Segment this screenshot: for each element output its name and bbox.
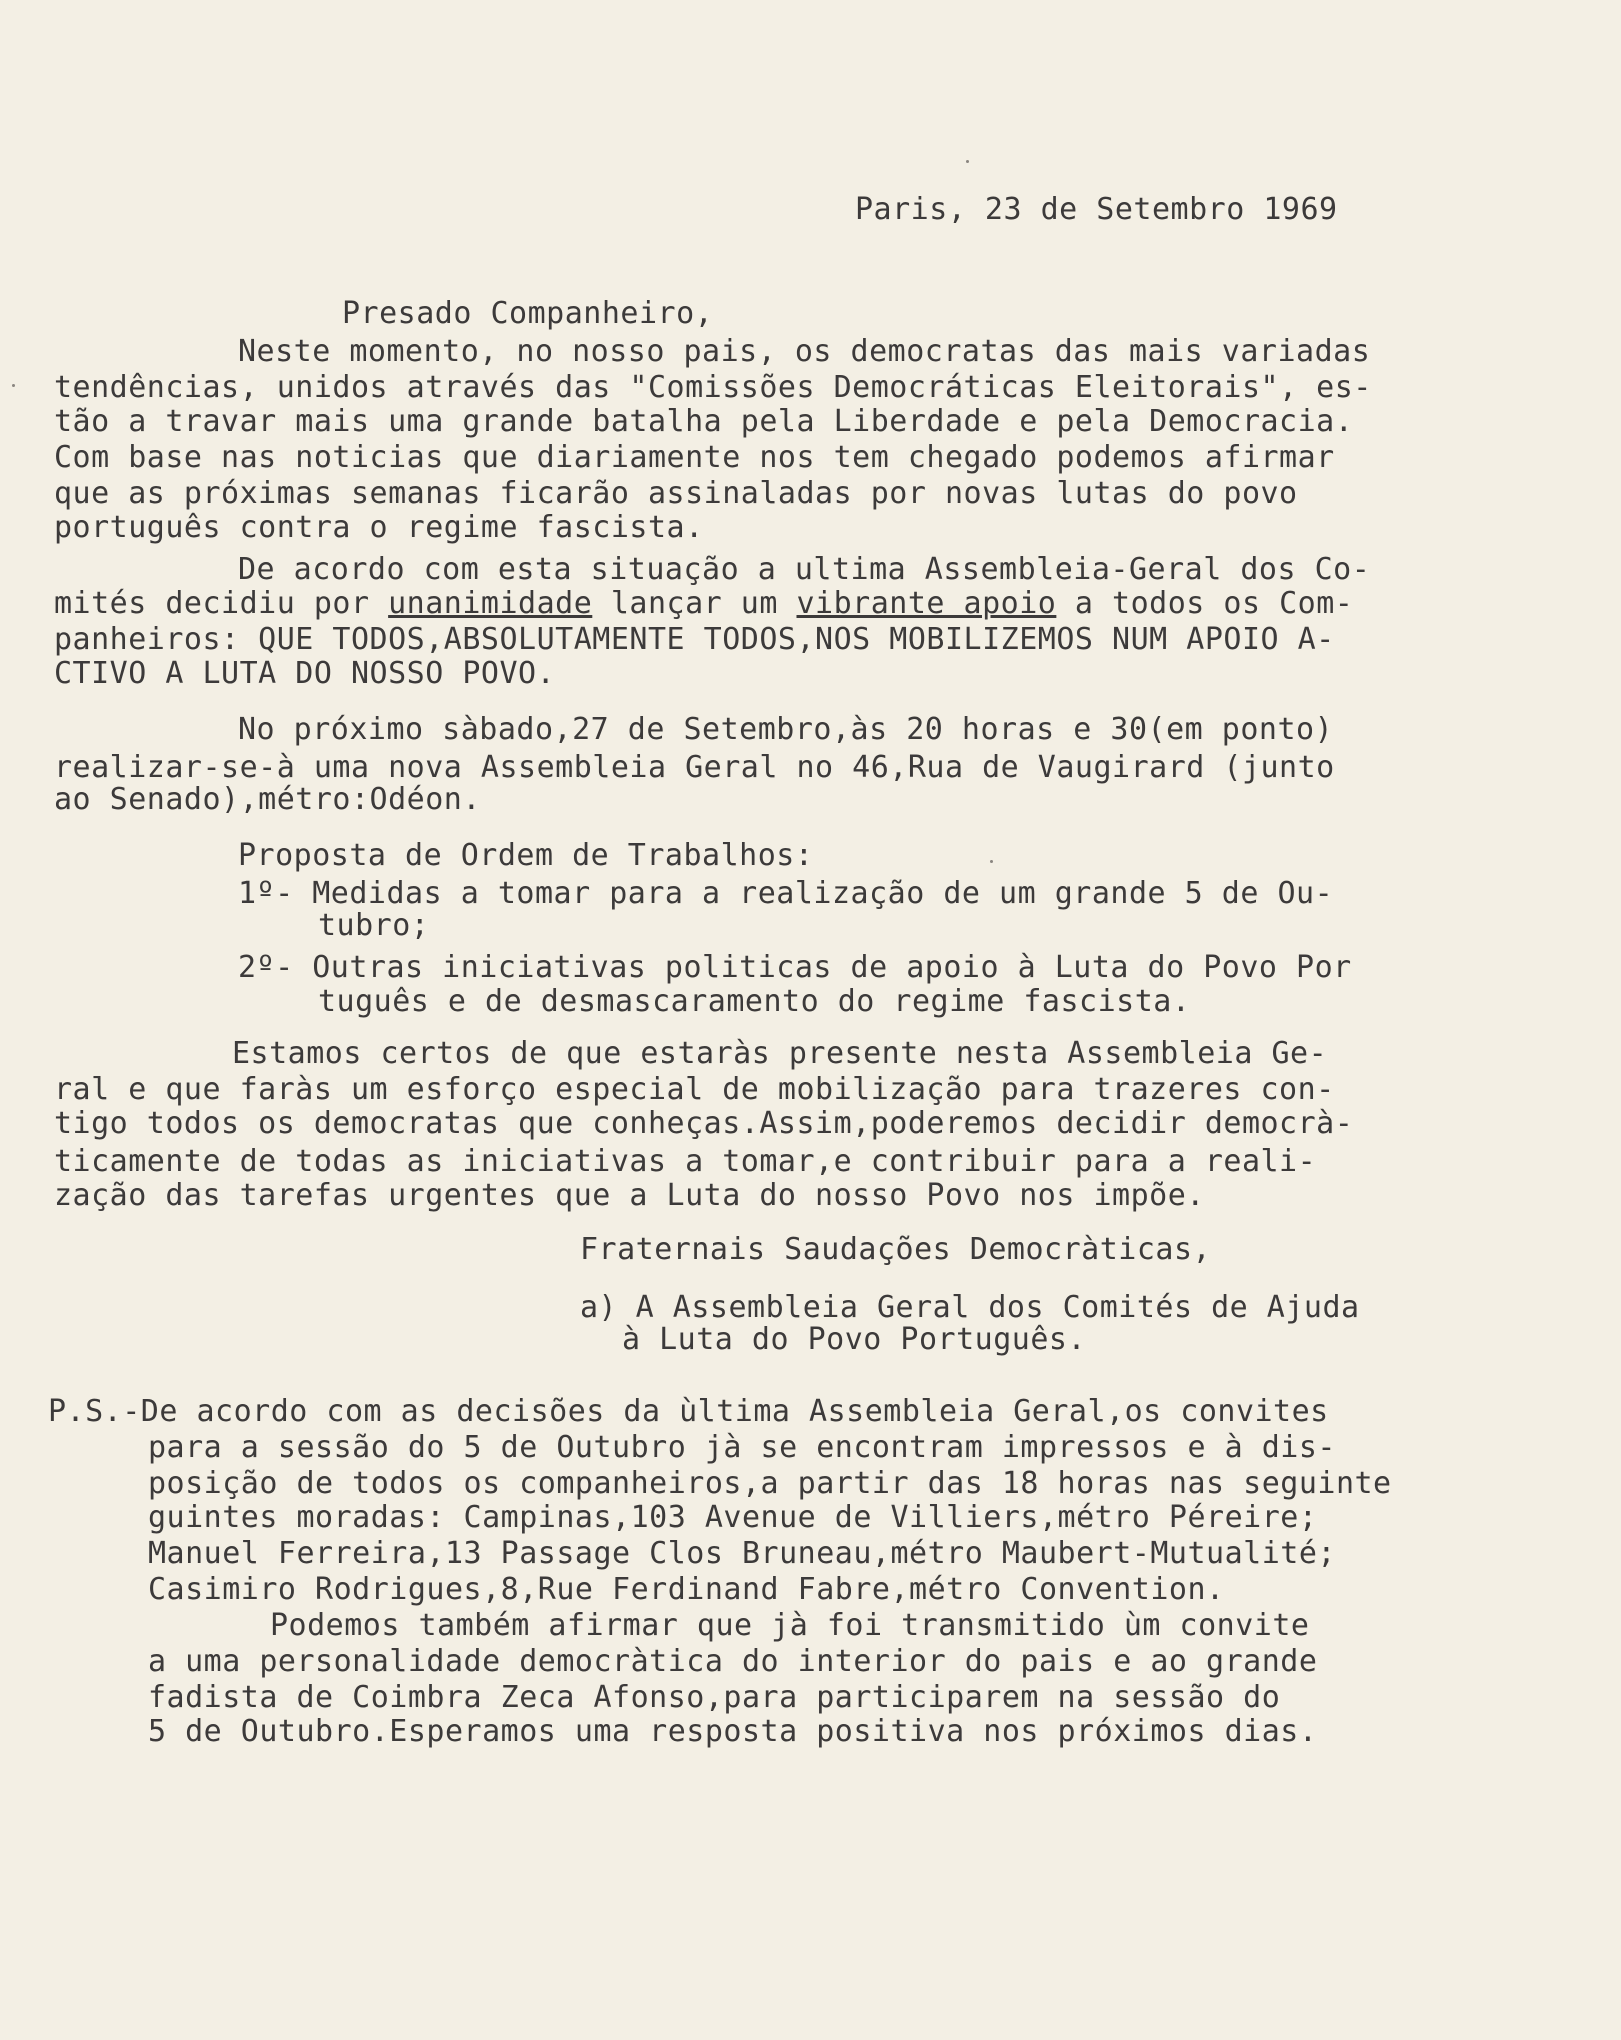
postscript-line: a uma personalidade democràtica do interior do pais e ao grande (148, 1644, 1318, 1679)
para2-text: lançar um (592, 586, 797, 621)
agenda-item-2: tuguês e de desmascaramento do regime fascista. (318, 984, 1191, 1019)
underlined-word: unanimidade (388, 586, 593, 621)
agenda-item-1: 1º- Medidas a tomar para a realização de um grande 5 de Ou- (238, 876, 1334, 911)
para3-line: No próximo sàbado,27 de Setembro,às 20 horas e 30(em ponto) (238, 712, 1334, 747)
salutation: Presado Companheiro, (342, 296, 714, 331)
postscript-line: para a sessão do 5 de Outubro jà se encontram impressos e à dis- (148, 1430, 1336, 1465)
para4-line: zação das tarefas urgentes que a Luta do nosso Povo nos impõe. (54, 1178, 1205, 1213)
para2-line: CTIVO A LUTA DO NOSSO POVO. (54, 656, 556, 691)
agenda-heading: Proposta de Ordem de Trabalhos: (238, 838, 814, 873)
para4-line: ticamente de todas as iniciativas a tomar,e contribuir para a reali- (54, 1144, 1317, 1179)
para1-line: Neste momento, no nosso pais, os democratas das mais variadas (238, 334, 1371, 369)
postscript-line: Casimiro Rodrigues,8,Rue Ferdinand Fabre,métro Convention. (148, 1572, 1225, 1607)
signature: à Luta do Povo Português. (622, 1322, 1087, 1357)
postscript-line: 5 de Outubro.Esperamos uma resposta positiva nos próximos dias. (148, 1714, 1318, 1749)
para2-line: De acordo com esta situação a ultima Assembleia-Geral dos Co- (238, 552, 1371, 587)
postscript-line: P.S.-De acordo com as decisões da ùltima Assembleia Geral,os convites (48, 1394, 1329, 1429)
letter-date: Paris, 23 de Setembro 1969 (855, 192, 1338, 227)
para1-line: português contra o regime fascista. (54, 510, 704, 545)
para1-line: Com base nas noticias que diariamente nos tem chegado podemos afirmar (54, 440, 1335, 475)
paper-speck (990, 860, 993, 863)
para2-line: panheiros: QUE TODOS,ABSOLUTAMENTE TODOS,NOS MOBILIZEMOS NUM APOIO A- (54, 622, 1335, 657)
para1-line: que as próximas semanas ficarão assinaladas por novas lutas do povo (54, 476, 1298, 511)
postscript-line: posição de todos os companheiros,a partir das 18 horas nas seguinte (148, 1466, 1392, 1501)
postscript-line: guintes moradas: Campinas,103 Avenue de Villiers,métro Péreire; (148, 1500, 1318, 1535)
para3-line: ao Senado),métro:Odéon. (54, 782, 481, 817)
postscript-line: Podemos também afirmar que jà foi transmitido ùm convite (270, 1608, 1310, 1643)
closing: Fraternais Saudações Democràticas, (580, 1232, 1212, 1267)
underlined-phrase: vibrante apoio (796, 586, 1057, 621)
signature: a) A Assembleia Geral dos Comités de Ajuda (580, 1290, 1360, 1325)
agenda-item-1: tubro; (318, 908, 430, 943)
para1-line: tendências, unidos através das "Comissões Democráticas Eleitorais", es- (54, 370, 1372, 405)
postscript-line: fadista de Coimbra Zeca Afonso,para participarem na sessão do (148, 1680, 1281, 1715)
para2-line (54, 586, 1353, 622)
para1-line: tão a travar mais uma grande batalha pela Liberdade e pela Democracia. (54, 404, 1354, 439)
postscript-line: Manuel Ferreira,13 Passage Clos Bruneau,métro Maubert-Mutualité; (148, 1536, 1336, 1571)
para4-line: tigo todos os democratas que conheças.Assim,poderemos decidir democrà- (54, 1106, 1354, 1141)
agenda-item-2: 2º- Outras iniciativas politicas de apoio à Luta do Povo Por (238, 950, 1352, 985)
para2-text: a todos os Com- (1056, 586, 1354, 621)
paper-speck (966, 160, 969, 163)
paper-speck (12, 384, 15, 387)
para2-text: mités decidiu por (54, 586, 389, 621)
para3-line: realizar-se-à uma nova Assembleia Geral no 46,Rua de Vaugirard (junto (54, 750, 1335, 785)
para4-line: Estamos certos de que estaràs presente nesta Assembleia Ge- (232, 1036, 1328, 1071)
para4-line: ral e que faràs um esforço especial de mobilização para trazeres con- (54, 1072, 1335, 1107)
